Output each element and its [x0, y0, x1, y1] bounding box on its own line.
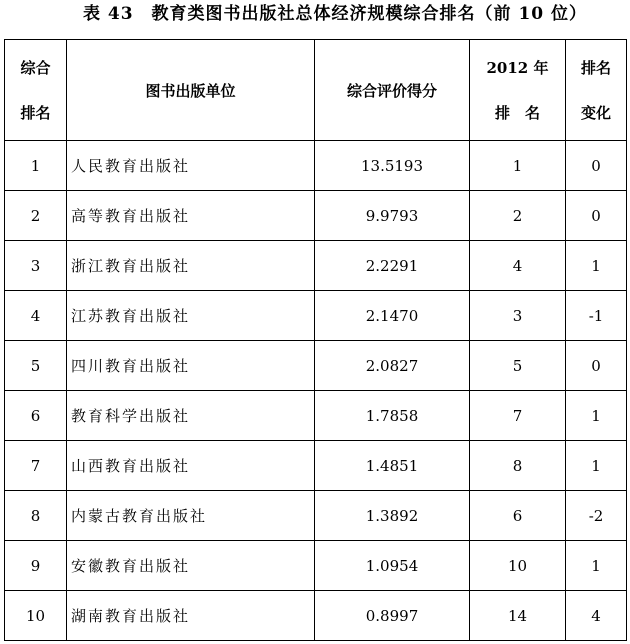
publisher-cell: 安徽教育出版社 [67, 541, 315, 591]
change-cell: 0 [566, 191, 627, 241]
header-change [566, 40, 627, 141]
publisher-cell: 山西教育出版社 [67, 441, 315, 491]
header-score-label: 综合评价得分 [346, 81, 437, 100]
score-cell: 1.7858 [315, 391, 470, 441]
change-cell: 4 [566, 591, 627, 641]
header-change-line1: 排名 [580, 59, 611, 77]
prev-rank-cell: 7 [470, 391, 566, 441]
publisher-cell: 湖南教育出版社 [67, 591, 315, 641]
prev-rank-cell: 4 [470, 241, 566, 291]
table-row [5, 141, 627, 191]
table-row [5, 341, 627, 391]
header-prev-line1: 2012 年 [486, 59, 549, 77]
prev-rank-cell: 14 [470, 591, 566, 641]
change-cell: 0 [566, 141, 627, 191]
publisher-cell: 教育科学出版社 [67, 391, 315, 441]
prev-rank-cell: 10 [470, 541, 566, 591]
score-cell: 1.3892 [315, 491, 470, 541]
rank-cell: 6 [5, 391, 67, 441]
change-cell: -2 [566, 491, 627, 541]
score-cell: 1.0954 [315, 541, 470, 591]
rank-cell: 4 [5, 291, 67, 341]
rank-cell: 8 [5, 491, 67, 541]
header-rank-line2: 排名 [20, 104, 51, 122]
publisher-cell: 内蒙古教育出版社 [67, 491, 315, 541]
change-cell: 1 [566, 541, 627, 591]
table-row [5, 491, 627, 541]
prev-rank-cell: 8 [470, 441, 566, 491]
header-score [315, 40, 470, 141]
header-row [5, 40, 627, 141]
rank-cell: 2 [5, 191, 67, 241]
table-row [5, 591, 627, 641]
score-cell: 13.5193 [315, 141, 470, 191]
score-cell: 1.4851 [315, 441, 470, 491]
rank-cell: 5 [5, 341, 67, 391]
header-publisher [67, 40, 315, 141]
publisher-cell: 江苏教育出版社 [67, 291, 315, 341]
publisher-cell: 四川教育出版社 [67, 341, 315, 391]
rank-cell: 3 [5, 241, 67, 291]
table-caption: 表 43 教育类图书出版社总体经济规模综合排名（前 10 位） [82, 4, 588, 24]
prev-rank-cell: 2 [470, 191, 566, 241]
table-row [5, 241, 627, 291]
rank-cell: 7 [5, 441, 67, 491]
score-cell: 9.9793 [315, 191, 470, 241]
publisher-cell: 浙江教育出版社 [67, 241, 315, 291]
rank-cell: 1 [5, 141, 67, 191]
change-cell: 1 [566, 241, 627, 291]
rank-cell: 9 [5, 541, 67, 591]
table-row [5, 541, 627, 591]
table-row [5, 291, 627, 341]
header-publisher-label: 图书出版单位 [145, 81, 236, 100]
ranking-table [4, 39, 627, 641]
score-cell: 2.0827 [315, 341, 470, 391]
change-cell: 0 [566, 341, 627, 391]
score-cell: 2.1470 [315, 291, 470, 341]
header-prev-line2: 排 名 [494, 104, 540, 122]
rank-cell: 10 [5, 591, 67, 641]
table-row [5, 441, 627, 491]
publisher-cell: 人民教育出版社 [67, 141, 315, 191]
change-cell: 1 [566, 391, 627, 441]
publisher-cell: 高等教育出版社 [67, 191, 315, 241]
table-row [5, 391, 627, 441]
change-cell: 1 [566, 441, 627, 491]
header-rank-line1: 综合 [20, 59, 51, 77]
header-change-line2: 变化 [580, 104, 611, 122]
prev-rank-cell: 3 [470, 291, 566, 341]
table-row [5, 191, 627, 241]
prev-rank-cell: 6 [470, 491, 566, 541]
score-cell: 0.8997 [315, 591, 470, 641]
score-cell: 2.2291 [315, 241, 470, 291]
header-rank [5, 40, 67, 141]
change-cell: -1 [566, 291, 627, 341]
prev-rank-cell: 1 [470, 141, 566, 191]
prev-rank-cell: 5 [470, 341, 566, 391]
header-prev-rank [470, 40, 566, 141]
